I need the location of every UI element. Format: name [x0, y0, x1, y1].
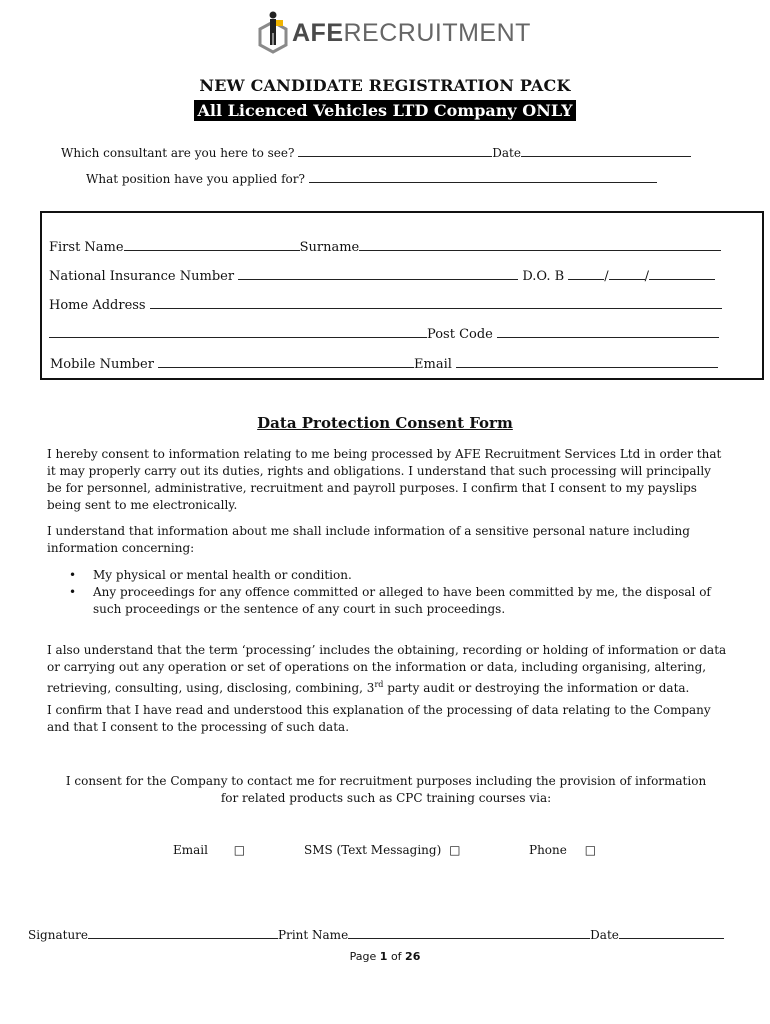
- signature-field[interactable]: [88, 926, 278, 939]
- dob-label: D.O. B: [522, 269, 565, 284]
- mobile-field[interactable]: [158, 355, 414, 368]
- logo-figure-icon: [256, 10, 290, 56]
- consent-paragraph-4: I confirm that I have read and understood this explanation of the processing of data relating to the Company and that I consent to the processing of such data.: [47, 703, 711, 734]
- surname-field[interactable]: [359, 238, 721, 251]
- consultant-field[interactable]: [298, 144, 492, 157]
- address-row: [49, 296, 722, 313]
- option-email: [173, 843, 245, 857]
- option-sms-label: SMS (Text Messaging): [304, 843, 442, 857]
- option-phone: [529, 843, 596, 857]
- page-current: 1: [379, 950, 388, 963]
- mobile-label: Mobile Number: [50, 357, 154, 372]
- signature-date-field[interactable]: [619, 926, 724, 939]
- name-row: [49, 238, 721, 255]
- first-name-field[interactable]: [124, 238, 300, 251]
- option-sms: [304, 843, 460, 857]
- logo-wordmark: AFERECRUITMENT: [292, 18, 531, 47]
- email-field[interactable]: [456, 355, 718, 368]
- option-email-label: Email: [173, 843, 208, 857]
- consent-paragraph-3: [47, 642, 727, 697]
- option-phone-label: Phone: [529, 843, 567, 857]
- page-total: 26: [405, 950, 421, 963]
- post-code-field[interactable]: [497, 325, 719, 338]
- signature-date-label: Date: [590, 928, 619, 942]
- dob-year-field[interactable]: [649, 267, 715, 280]
- bullet-icon: •: [69, 568, 77, 582]
- print-name-label: Print Name: [278, 928, 349, 942]
- p3-text: I also understand that the term ‘processing’ includes the obtaining, recording or holding of information or data or carrying out any operation or set of operations on the information or data, including organising, altering, retrieving, consulting, using, disclosing, combining, 3: [47, 643, 727, 695]
- home-address-label: Home Address: [49, 298, 146, 313]
- signature-row: [28, 926, 724, 942]
- sms-checkbox[interactable]: □: [449, 843, 461, 857]
- bullet-text: Any proceedings for any offence committed or alleged to have been committed by me, the disposal of such proceedings or the sentence of any court in such proceedings.: [93, 585, 711, 616]
- ni-number-field[interactable]: [238, 267, 518, 280]
- p3-text-end: party audit or destroying the information or data.: [383, 681, 690, 695]
- position-line: [86, 170, 657, 186]
- consent-paragraph-2: I understand that information about me shall include information of a sensitive personal nature including information concerning:: [47, 524, 690, 555]
- page-number: [0, 950, 770, 963]
- surname-label: Surname: [299, 240, 360, 255]
- company-logo: [256, 8, 531, 58]
- bullet-icon: •: [69, 585, 77, 599]
- intro-date-label: Date: [492, 146, 521, 160]
- signature-label: Signature: [28, 928, 89, 942]
- first-name-label: First Name: [49, 240, 124, 255]
- page-prefix: Page: [349, 950, 377, 963]
- page-subtitle: All Licenced Vehicles LTD Company ONLY: [194, 100, 575, 121]
- ni-number-label: National Insurance Number: [49, 269, 235, 284]
- page-subtitle-wrap: [0, 100, 770, 121]
- dob-day-field[interactable]: [568, 267, 604, 280]
- address-line-2-field[interactable]: [49, 325, 427, 338]
- consent-paragraph-1: I hereby consent to information relating to me being processed by AFE Recruitment Services Ltd in order that it may properly carry out its duties, rights and obligations. I understand that such processing will principally be for personnel, administrative, recruitment and payroll purposes. I confirm that I consent to my payslips being sent to me electronically.: [47, 447, 722, 512]
- p3-superscript: rd: [374, 680, 384, 689]
- bullet-text: My physical or mental health or condition.: [93, 568, 352, 582]
- phone-checkbox[interactable]: □: [584, 843, 597, 857]
- bullet-item-2: [69, 584, 718, 618]
- ni-row: National Insurance Number D.O. B / /: [49, 267, 715, 284]
- post-code-label: Post Code: [427, 327, 493, 342]
- print-name-field[interactable]: [348, 926, 590, 939]
- contact-consent-text: I consent for the Company to contact me for recruitment purposes including the provision of information for related products such as CPC training courses via:: [65, 774, 707, 805]
- consultant-label: Which consultant are you here to see?: [61, 146, 295, 160]
- email-label: Email: [414, 357, 452, 372]
- intro-date-field[interactable]: [521, 144, 691, 157]
- dob-month-field[interactable]: [609, 267, 645, 280]
- consent-title: Data Protection Consent Form: [257, 414, 513, 432]
- page-of: of: [390, 950, 402, 963]
- home-address-field[interactable]: [150, 296, 722, 309]
- contact-row: [50, 355, 718, 372]
- position-field[interactable]: [309, 170, 657, 183]
- position-label: What position have you applied for?: [86, 172, 305, 186]
- page-title: NEW CANDIDATE REGISTRATION PACK: [199, 76, 571, 95]
- bullet-item-1: [69, 567, 713, 584]
- consultant-line: [61, 144, 691, 160]
- postcode-row: [49, 325, 719, 342]
- email-checkbox[interactable]: □: [233, 843, 246, 857]
